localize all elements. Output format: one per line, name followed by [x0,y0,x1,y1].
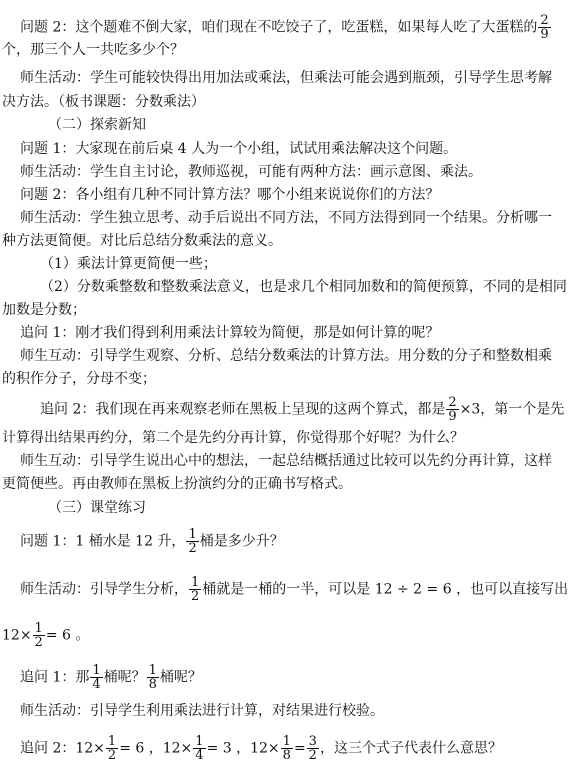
section-heading: （三）课堂练习 [48,500,146,516]
paragraph: 师生活动：引导学生分析， $\frac{1}{2}$ 桶就是一桶的一半，可以是 12 ÷ 2 = 6 ，也可以直接写出 [20,575,569,604]
paragraph: 问题 1：大家现在前后桌 4 人为一个小组，试试用乘法解决这个问题。 [20,141,458,157]
fraction: $\frac{1}{2}$ [107,734,117,763]
paragraph: 加数是分数； [2,302,86,318]
paragraph: 的积作分子，分母不变； [2,371,156,387]
paragraph: 师生活动：学生自主讨论，教师巡视，可能有两种方法：画示意图、乘法。 [20,164,482,180]
fraction: $\frac{1}{2}$ [188,527,197,556]
paragraph: 决方法。（板书课题：分数乘法） [2,94,205,110]
fraction: $\frac{1}{8}$ [148,663,157,692]
fraction: $\frac{2}{9}$ [448,395,457,424]
paragraph: 更简便些。再由教师在黑板上扮演约分的正确书写格式。 [2,476,352,492]
list-item: （1）乘法计算更简便一些； [40,256,217,272]
list-item: （2）分数乘整数和整数乘法意义，也是求几个相同加数和的简便预算，不同的是相同 [40,279,567,295]
paragraph: 师生互动：引导学生观察、分析、总结分数乘法的计算方法。用分数的分子和整数相乘 [20,348,552,364]
fraction: $\frac{1}{8}$ [282,734,291,763]
fraction: $\frac{2}{9}$ [540,13,549,42]
paragraph: 追问 1：那 $\frac{1}{4}$ 桶呢？ $\frac{1}{8}$ 桶呢？ [20,663,202,692]
paragraph: 师生互动：引导学生说出心中的想法，一起总结概括通过比较可以先约分再计算，这样 [20,453,552,469]
fraction: $\frac{3}{2}$ [308,734,317,763]
fraction: $\frac{1}{2}$ [191,575,200,604]
paragraph: 种方法更简便。对比后总结分数乘法的意义。 [2,233,282,249]
equation: 12× $\frac{1}{2}$ = 6 。 [2,621,90,650]
fraction: $\frac{1}{4}$ [195,734,204,763]
fraction: $\frac{1}{4}$ [92,663,101,692]
paragraph: 个，那三个人一共吃多少个？ [2,42,184,58]
paragraph: 师生活动：引导学生利用乘法进行计算，对结果进行校验。 [20,703,384,719]
paragraph: 师生活动：学生独立思考、动手后说出不同方法，不同方法得到同一个结果。分析哪一 [20,210,552,226]
paragraph: 计算得出结果再约分，第二个是先约分再计算，你觉得那个好呢？为什么？ [2,430,464,446]
paragraph: 师生活动：学生可能较快得出用加法或乘法，但乘法可能会遇到瓶颈，引导学生思考解 [20,70,552,86]
paragraph: 追问 2：我们现在再来观察老师在黑板上呈现的这两个算式，都是 $\frac{2}{9}$ ×3，第一个是先 [40,395,565,424]
paragraph: 问题 2：各小组有几种不同计算方法？哪个小组来说说你们的方法？ [20,187,440,203]
paragraph: 追问 1：刚才我们得到利用乘法计算较为简便，那是如何计算的呢？ [20,325,440,341]
paragraph: 追问 2：12× $\frac{1}{2}$ = 6 ，12× $\frac{1}{4}$ = 3 ，12× $\frac{1}{8}$ = $\frac{3}{2}$ ，这三个式子代表什么意思？ [20,734,502,763]
paragraph: 问题 1：1 桶水是 12 升， $\frac{1}{2}$ 桶是多少升？ [20,527,284,556]
paragraph: 问题 2：这个题难不倒大家，咱们现在不吃饺子了，吃蛋糕，如果每人吃了大蛋糕的 $\frac{2}{9}$ [20,13,549,42]
section-heading: （二）探索新知 [48,117,146,133]
fraction: $\frac{1}{2}$ [34,621,43,650]
